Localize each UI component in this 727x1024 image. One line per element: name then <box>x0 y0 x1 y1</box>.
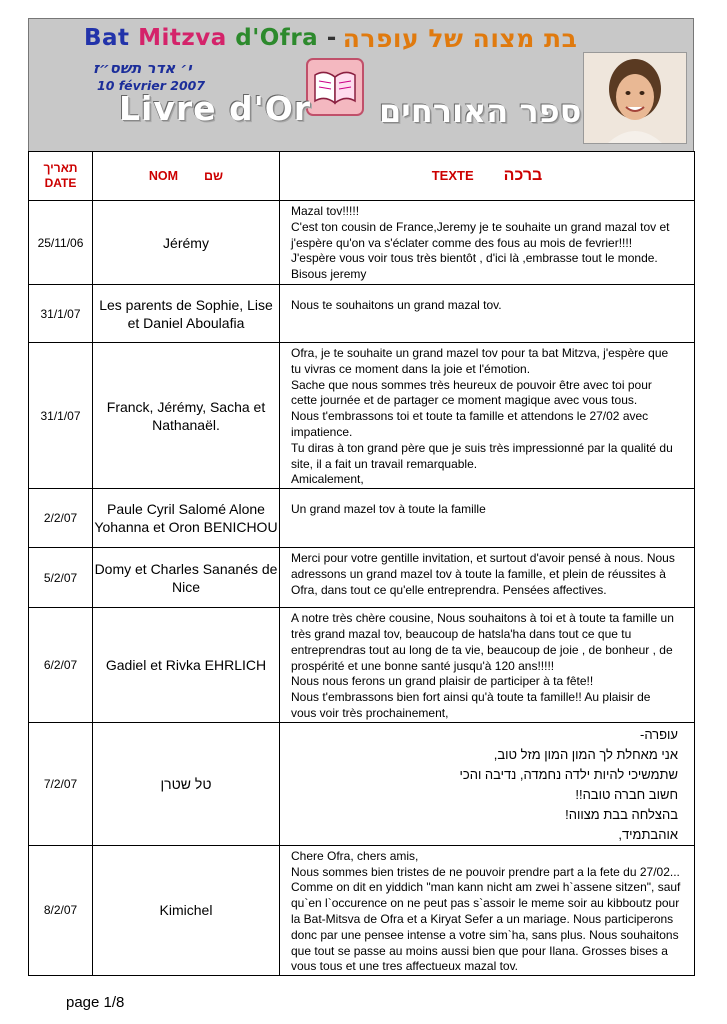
entry-date: 8/2/07 <box>29 845 93 975</box>
table-row <box>29 489 695 548</box>
message-line: Nous sommes bien tristes de ne pouvoir prendre part a la fete du 27/02... <box>291 864 680 879</box>
entry-name: Gadiel et Rivka EHRLICH <box>93 608 280 723</box>
entry-name: Domy et Charles Sananés de Nice <box>93 548 280 608</box>
message-line: entreprendras tout au long de ta vie, beaucoup de joie , de bonheur , de <box>291 642 673 657</box>
message-line: vous tous et une tres affectueux mazal tov. <box>291 959 519 974</box>
entry-name: Les parents de Sophie, Lise et Daniel Aboulafia <box>93 285 280 343</box>
date-header-label: DATE <box>44 176 77 190</box>
title-ofra: d'Ofra <box>235 25 319 51</box>
table-row <box>29 548 695 608</box>
message-line: Amicalement, <box>291 472 364 487</box>
message-line: que tout se passe au moins aussi bien que pour Ilana. Grosses bises a <box>291 943 668 958</box>
message-line: Ofra, je te souhaite un grand mazel tov pour ta bat Mitzva, j'espère que <box>291 346 669 360</box>
name-column-header <box>93 152 280 201</box>
entry-text <box>280 548 695 608</box>
message-line: Ofra, dans tout ce qu'elle entreprendra. Pensées affectives. <box>291 582 607 597</box>
message-line: Nous t'embrassons toi et toute ta famille et attendons le 27/02 avec <box>291 409 649 424</box>
message-line: שתמשיכי להיות ילדה נחמדה, נדיבה והכי <box>459 766 678 782</box>
header-banner <box>28 18 694 152</box>
title-dash: - <box>326 25 337 51</box>
message-line: Nous t'embrassons bien fort ainsi qu'à toute ta famille!! Au plaisir de <box>291 690 651 705</box>
entry-text <box>280 489 695 548</box>
entry-date: 31/1/07 <box>29 285 93 343</box>
entry-date: 7/2/07 <box>29 722 93 845</box>
entry-text <box>280 201 695 285</box>
message-line: אוהבתמיד, <box>618 826 678 842</box>
table-row <box>29 845 695 975</box>
message-line: adressons un grand mazel tov à toute la famille, et plein de réussites à <box>291 566 666 581</box>
livre-dor-title: Livre d'Or <box>119 89 312 128</box>
girl-portrait-photo <box>583 52 687 144</box>
message-line: Un grand mazel tov à toute la famille <box>291 502 486 517</box>
message-line: J'espère vous voir tous très bientôt , d'ici là ,embrasse tout le monde. <box>291 251 658 266</box>
message-line: עופרה- <box>640 726 678 742</box>
message-line: A notre très chère cousine, Nous souhaitons à toi et à toute ta famille un <box>291 611 674 626</box>
entry-name: Kimichel <box>93 845 280 975</box>
title-bat: Bat <box>84 25 130 51</box>
sefer-haorchim-title: ספר האורחים <box>379 92 582 130</box>
entry-date: 6/2/07 <box>29 608 93 723</box>
message-line: Mazal tov!!!!! <box>291 204 360 218</box>
entry-date: 25/11/06 <box>29 201 93 285</box>
message-line: Tu diras à ton grand père que je suis très impressionné par la qualité du <box>291 440 673 455</box>
entry-date: 31/1/07 <box>29 343 93 489</box>
entry-text <box>280 845 695 975</box>
message-line: cette journée et de partager ce moment magique avec vous tous. <box>291 393 638 408</box>
message-line: Chere Ofra, chers amis, <box>291 848 419 863</box>
entry-text <box>280 608 695 723</box>
table-row <box>29 722 695 845</box>
entry-name: Jérémy <box>93 201 280 285</box>
date-header-hebrew: תאריך <box>43 161 78 175</box>
entry-name: Franck, Jérémy, Sacha et Nathanaël. <box>93 343 280 489</box>
table-row <box>29 285 695 343</box>
page-number: page 1/8 <box>66 994 125 1011</box>
message-line: Merci pour votre gentille invitation, et surtout d'avoir pensé à nous. Nous <box>291 551 675 566</box>
message-line: Comme on dit en yiddich "man kann nicht am zwei h`assene sitzen", sauf <box>291 880 681 895</box>
texte-header-hebrew: ברכה <box>503 167 543 184</box>
table-header-row <box>29 152 695 201</box>
message-line: prospérité et une bonne santé jusqu'à 120 ans!!!!! <box>291 658 555 673</box>
entry-date: 2/2/07 <box>29 489 93 548</box>
message-line: Sache que nous sommes très heureux de pouvoir être avec toi pour <box>291 377 652 392</box>
message-line: vous voir très prochainement, <box>291 705 449 720</box>
entry-text <box>280 722 695 845</box>
title-mitzva: Mitzva <box>138 25 227 51</box>
message-line: Nous nous ferons un grand plaisir de participer à ta fête!! <box>291 674 594 689</box>
message-line: Nous te souhaitons un grand mazal tov. <box>291 297 502 312</box>
nom-header-hebrew: שם <box>204 169 224 183</box>
text-column-header <box>280 152 695 201</box>
entry-text <box>280 343 695 489</box>
message-line: site, il a fait un travail remarquable. <box>291 456 478 471</box>
message-line: qu`en l`occurence on ne peut pas s`assoir le meme soir au kibboutz pour <box>291 896 680 911</box>
banner-title <box>84 23 577 53</box>
table-row <box>29 201 695 285</box>
message-line: בהצלחה בבת מצווה! <box>565 806 678 822</box>
open-book-icon <box>305 57 365 117</box>
message-line: impatience. <box>291 424 353 439</box>
message-line: très grand mazal tov, beaucoup de hatsla'ha dans tout ce que tu <box>291 626 632 641</box>
entry-name: טל שטרן <box>93 722 280 845</box>
guestbook-table <box>28 151 695 976</box>
message-line: חשוב חברה טובה!! <box>575 786 678 802</box>
message-line: Bisous jeremy <box>291 267 367 282</box>
entry-date: 5/2/07 <box>29 548 93 608</box>
message-line: אני מאחלת לך המון המון מזל טוב, <box>493 746 678 762</box>
portrait-illustration <box>584 53 686 143</box>
message-line: donc par une pensee intense a votre sim`ha, sans plus. Nous souhaitons <box>291 927 679 942</box>
message-line: la Bat-Mitsva de Ofra et a Kiryat Sefer a un mariage. Nous participerons <box>291 911 674 926</box>
entry-name: Paule Cyril Salomé Alone Yohanna et Oron BENICHOU <box>93 489 280 548</box>
table-row <box>29 608 695 723</box>
message-line: C'est ton cousin de France,Jeremy je te souhaite un grand mazal tov et <box>291 219 670 234</box>
date-column-header <box>29 152 93 201</box>
title-hebrew: בת מצוה של עופרה <box>342 23 578 53</box>
table-row <box>29 343 695 489</box>
hebrew-date: י׳ אדר תשס״ז <box>93 59 192 77</box>
message-line: tu vivras ce moment dans la joie et l'émotion. <box>291 361 531 376</box>
entry-text <box>280 285 695 343</box>
nom-header-label: NOM <box>148 169 179 183</box>
message-line: j'espère qu'on va s'éclater comme des fous au mois de fevrier!!!! <box>291 235 633 250</box>
texte-header-label: TEXTE <box>431 168 474 183</box>
french-date: 10 février 2007 <box>97 78 206 93</box>
